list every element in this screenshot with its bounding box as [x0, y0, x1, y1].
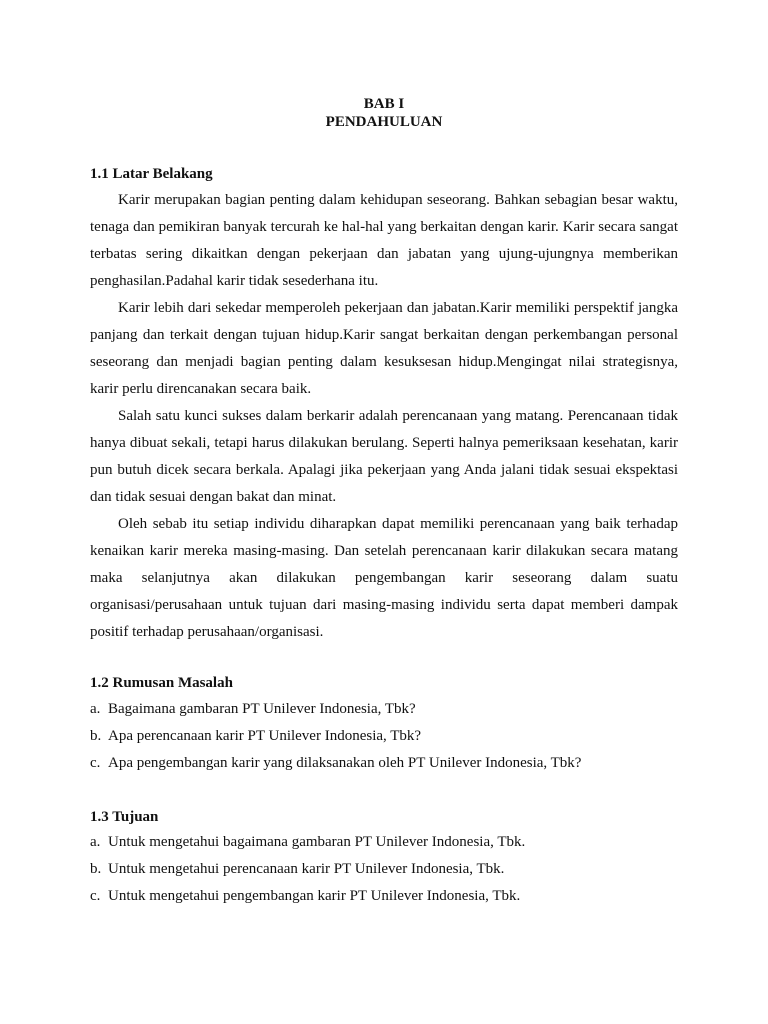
list-item	[90, 723, 690, 750]
list-item	[90, 750, 690, 777]
list-item-text: Apa perencanaan karir PT Unilever Indonesia, Tbk?	[108, 728, 422, 744]
list-item-letter: c.	[90, 888, 101, 904]
list-item	[90, 829, 690, 856]
list-item	[90, 883, 690, 910]
rumusan-masalah-list	[90, 696, 690, 777]
list-item-letter: b.	[90, 861, 102, 877]
tujuan-list	[90, 829, 690, 910]
paragraph-1: Karir merupakan bagian penting dalam kehidupan seseorang. Bahkan sebagian besar waktu, tenaga dan pemikiran banyak tercurah ke hal-hal yang berkaitan dengan karir. Karir secara sangat terbatas sering dikaitkan dengan pekerjaan dan jabatan yang ujung-ujungnya memberikan penghasilan.Padahal karir tidak sesederhana itu.	[90, 192, 678, 289]
paragraph-3: Salah satu kunci sukses dalam berkarir adalah perencanaan yang matang. Perencanaan tidak hanya dibuat sekali, tetapi harus dilakukan berulang. Seperti halnya pemeriksaan kesehatan, karir pun butuh dicek secara berkala. Apalagi jika pekerjaan yang Anda jalani tidak sesuai ekspektasi dan tidak sesuai dengan bakat dan minat.	[90, 408, 678, 505]
section-heading-rumusan-masalah: 1.2 Rumusan Masalah	[90, 675, 233, 691]
section-heading-latar-belakang: 1.1 Latar Belakang	[90, 166, 213, 182]
paragraph-2: Karir lebih dari sekedar memperoleh pekerjaan dan jabatan.Karir memiliki perspektif jangka panjang dan terkait dengan tujuan hidup.Karir sangat berkaitan dengan perkembangan personal seseorang dan menjadi bagian penting dalam kesuksesan hidup.Mengingat nilai strategisnya, karir perlu direncanakan secara baik.	[90, 300, 678, 397]
list-item	[90, 696, 690, 723]
paragraph-4: Oleh sebab itu setiap individu diharapkan dapat memiliki perencanaan yang baik terhadap kenaikan karir mereka masing-masing. Dan setelah perencanaan karir dilakukan secara matang maka selanjutnya akan dilakukan pengembangan karir seseorang dalam suatu organisasi/perusahaan untuk tujuan dari masing-masing individu serta dapat memberi dampak positif terhadap perusahaan/organisasi.	[90, 516, 678, 640]
section-heading-tujuan: 1.3 Tujuan	[90, 809, 159, 825]
list-item-letter: c.	[90, 755, 101, 771]
list-item-letter: a.	[90, 834, 101, 850]
list-item	[90, 856, 690, 883]
list-item-text: Untuk mengetahui pengembangan karir PT Unilever Indonesia, Tbk.	[108, 888, 521, 904]
list-item-letter: b.	[90, 728, 102, 744]
list-item-text: Untuk mengetahui perencanaan karir PT Unilever Indonesia, Tbk.	[108, 861, 505, 877]
chapter-label: BAB I	[363, 96, 405, 112]
chapter-title: PENDAHULUAN	[325, 114, 443, 130]
list-item-text: Bagaimana gambaran PT Unilever Indonesia, Tbk?	[108, 701, 416, 717]
list-item-text: Untuk mengetahui bagaimana gambaran PT Unilever Indonesia, Tbk.	[108, 834, 526, 850]
list-item-text: Apa pengembangan karir yang dilaksanakan oleh PT Unilever Indonesia, Tbk?	[108, 755, 582, 771]
list-item-letter: a.	[90, 701, 101, 717]
